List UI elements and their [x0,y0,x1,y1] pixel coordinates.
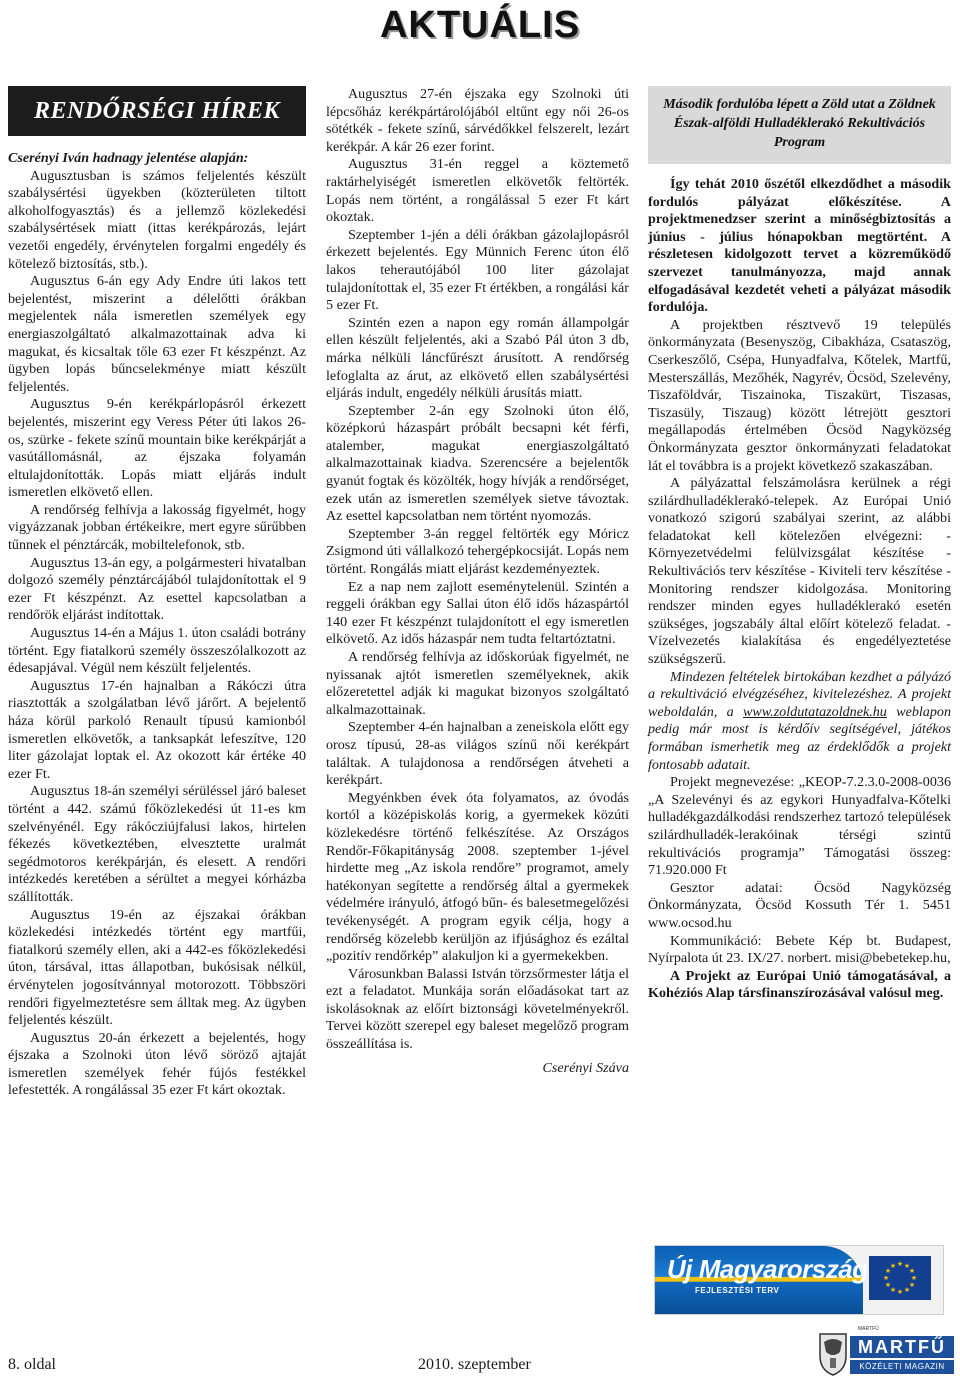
logo-top-text: MARTFŰ [858,1326,879,1332]
eu-flag-icon [869,1256,931,1300]
news-paragraph: Ez a nap nem zajlott eseménytelenül. Szintén a reggeli órákban egy Sallai úton élő idős házaspártól 140 ezer Ft készpénzt tulajdonított el egy ismeretlen elkövető. Az idős házaspár nem tudta feltartóztatni. [326,578,629,648]
project-title-box: Második fordulóba lépett a Zöld utat a Zöldnek Észak-alföldi Hulladéklerakó Rekultivációs Program [648,86,951,164]
coat-of-arms-icon [818,1330,848,1376]
news-paragraph: Augusztus 14-én a Május 1. úton családi botrány történt. Egy fiatalkorú személy összeszólalkozott az édesapjával. Végül nem készült feljelentés. [8,625,306,677]
contact-coordinator: Gesztor adatai: Öcsöd Nagyközség Önkormányzata, Öcsöd Kossuth Tér 1. 5451 www.ocsod.hu [648,879,951,931]
column-police-news [8,150,306,1100]
svg-text:★: ★ [884,1267,892,1275]
magazine-logo [818,1326,954,1384]
news-paragraph: Augusztus 17-én hajnalban a Rákóczi útra riasztották a szolgálatban lévő járőrt. A bejelentő háza körül parkoló Renault típusú kamionból ismeretlen elkövetők, a tanksapkát lefeszítve, 120 liter gázolajat loptak el. Az okozott kár értéke 40 ezer Ft. [8,677,306,782]
page-number: 8. oldal [8,1356,56,1373]
website-outro: weblapon pedig már most is kérdőív segítségével, játékos formában ismerhetik meg az érdeklődők a projekt fontosabb adatait. [648,703,951,773]
svg-text:★: ★ [884,1281,892,1289]
project-paragraph: A projektben résztvevő 19 település önkormányzata (Besenyszög, Cibakháza, Csataszög, Cserkeszőlő, Csépa, Hunyadfalva, Kőtelek, Martfű, Mesterszállás, Mezőhék, Nagyrév, Öcsöd, Szelevény, Tiszaföldvár, Tiszainoka, Tiszakürt, Tiszasas, Tiszasüly, Tiszaug) között létrejött gesztori megállapodás értelmében Öcsöd Nagyközség Önkormányzata gesztor önkormányzati feladatokat lát el továbbra is a projekt következő szakaszában. [648,316,951,474]
logo-subtitle: KÖZÉLETI MAGAZIN [850,1360,954,1374]
news-paragraph: Szintén ezen a napon egy román állampolgár ellen készült feljelentés, aki a Szabó Pál úton 3 db, márka nélküli láncfűrészt árusított. A rendőrség lefoglalta az árut, az elkövető ellen szabálysértési eljárás indult, engedély nélküli árusítás miatt. [326,314,629,402]
section-banner-police-news: RENDŐRSÉGI HÍREK [8,86,306,136]
svg-text:★: ★ [908,1267,916,1275]
column-project-article [648,176,951,1003]
eu-funding-note: A Projekt az Európai Unió támogatásával, a Kohéziós Alap társfinanszírozásával valósul meg. [648,967,951,1002]
news-paragraph: Szeptember 2-án egy Szolnoki úton élő, középkorú házaspárt próbált becsapni két férfi, atalember, magukat energiaszolgáltató alkalmazottainak kiadva. Szerencsére a bejelentők gyanút fogtak és közölték, hogy hívják a rendőrséget, ezek után az ismeretlen személyek sietve távoztak. Az esettel kapcsolatban nem történt nyomozás. [326,402,629,525]
news-paragraph: Augusztus 19-én az éjszakai órákban közlekedési intézkedés történt egy martfűi, fiatalkorú személy ellen, aki a 442-es főközlekedési úton, társával, ittas állapotban, bukósisak nélkül, érvénytelen jogosítvánnyal motorozott. Többszöri rendőri figyelmeztetésre sem álltak meg. Az ügyben feljelentés készült. [8,906,306,1029]
news-paragraph: Augusztus 27-én éjszaka egy Szolnoki úti lépcsőház kerékpártárolójából eltűnt egy női 26-os sötétkék - fekete színű, sárvédőkkel felszerelt, lezárt kerékpár. A kár 26 ezer forint. [326,86,629,155]
news-paragraph: Augusztus 31-én reggel a köztemető raktárhelyiségét ismeretlen elkövetők feltörték. Lopás nem történt, a rongálással 5 ezer Ft kárt okoztak. [326,156,629,226]
svg-text:★: ★ [896,1260,904,1268]
svg-text:★: ★ [903,1262,911,1270]
project-website-link[interactable]: www.zoldutatazoldnek.hu [743,703,887,720]
svg-text:★: ★ [903,1286,911,1294]
issue-date: 2010. szeptember [418,1356,531,1373]
news-paragraph: A rendőrség felhívja az időskorúak figyelmét, ne nyissanak ajtót ismeretlen személyeknek, akik előzeretettel adják ki magukat bizonyos szolgáltató alkalmazottainak. [326,649,629,718]
svg-text:★: ★ [910,1274,918,1282]
project-lead: Így tehát 2010 őszétől elkezdődhet a második fordulós pályázat előkészítése. A projektmenedzser szerint a minőségbiztosítás a június - július hónapokban megtörtént. A részletesen kidolgozott tervet a közreműködő szervezet tanulmányozza, majd annak elfogadásával kezdetét veheti a pályázat második fordulója. [648,176,951,316]
news-paragraph: Augusztus 9-én kerékpárlopásról érkezett bejelentés, miszerint egy Veress Péter úti lakos 26-os, szürke - fekete színű mountain bike kerékpárját a vasútállomásnál, az éjszaka folyamán eltulajdonították. Lopás miatt eljárás indult ismeretlen elkövető ellen. [8,396,306,501]
news-paragraph: Augusztusban is számos feljelentés készült szabálysértési ügyekben (közterületen tiltott alkoholfogyasztás) és a jellemző közlekedési szabálysértések miatt (ittas kerékpározás, lejárt vezetői engedély, érvénytelen forgalmi engedély és kötelező biztosítás, stb.). [8,167,306,272]
new-hungary-plan-banner [654,1245,944,1315]
banner-subtitle: FEJLESZTÉSI TERV [695,1286,780,1295]
svg-text:★: ★ [896,1288,904,1296]
banner-brand-text: Új Magyarország [667,1254,868,1284]
project-paragraph: A pályázattal felszámolásra kerülnek a régi szilárdhulladéklerakó-telepek. Az Európai Unió vonatkozó szigorú szabályai szerint, az alábbi feladatokat kell kötelezően elvégezni: - Környezetvédelmi felülvizsgálat készítése - Rekultivációs terv készítése - Kiviteli terv készítése - Monitoring rendszer kidolgozása. Monitoring rendszer minden egyes hulladéklerakó esetén szükséges, jogszabály által előírt kötelező feladat. - Vízelvezetés kialakítása és engedélyeztetése szükségszerű. [648,475,951,668]
report-heading: Cserényi Iván hadnagy jelentése alapján: [8,150,249,166]
column-police-news-continued [326,86,629,1077]
logo-name: MARTFŰ [850,1336,954,1358]
news-paragraph: Augusztus 20-án érkezett a bejelentés, hogy éjszaka a Szolnoki úton lévő söröző ajtaját ismeretlen személyek fehér fújós festékkel lefestették. A rongálással 35 ezer Ft kárt okoztak. [8,1029,306,1099]
svg-text:★: ★ [889,1262,897,1270]
svg-text:★: ★ [882,1274,890,1282]
news-paragraph: Megyénkben évek óta folyamatos, az óvodás kortól a középiskolás korig, a gyermekek közúti közlekedésre történő felkészítése. Az Országos Rendőr-Főkapitányság 2008. szeptember 1-jével hirdette meg „Az iskola rendőre” programot, amely hatékonyan segítette a rendőrség által a gyermekek védelmére irányuló, átfogó bűn- és balesetmegelőzési tevékenységét. A program egyik célja, hogy a rendőrség közelebb kerüljön az ifjúsághoz és ezáltal „pozitív rendőrkép” alakuljon ki a gyermekekben. [326,789,629,965]
svg-text:★: ★ [889,1286,897,1294]
contact-communication: Kommunikáció: Bebete Kép bt. Budapest, Nyírpalota út 23. IX/27. norbert. misi@bebetekep.hu, [648,932,951,967]
author-signature: Cserényi Száva [542,1059,629,1076]
news-paragraph: A rendőrség felhívja a lakosság figyelmét, hogy vigyázzanak jobban értékeikre, mert egyre sűrűbben tűnnek el pénztárcák, mobiltelefonok, stb. [8,501,306,554]
news-paragraph: Szeptember 4-én hajnalban a zeneiskola előtt egy orosz típusú, 28-as világos színű női kerékpárt találtak. A tulajdonosa a rendőrségen átveheti a kerékpárt. [326,719,629,789]
news-paragraph: Augusztus 6-án egy Ady Endre úti lakos tett bejelentést, miszerint a délelőtti órákban megjelentek nála ismeretlen személyek egy energiaszolgáltató alkalmazottainak adva ki magukat, és kicsaltak tőle 63 ezer Ft készpénzt. Az ügyben lopás bűncselekménye miatt készült feljelentés. [8,273,306,395]
project-identifier: Projekt megnevezése: „KEOP-7.2.3.0-2008-0036 „A Szelevényi és az egykori Hunyadfalva-Kőtelki hulladékgazdálkodási rendszerhez tartozó települések szilárdhulladék-lerakóinak térségi szintű rekultivációs programja” Támogatási összeg: 71.920.000 Ft [648,774,951,879]
news-paragraph: Szeptember 1-jén a déli órákban gázolajlopásról érkezett bejelentés. Egy Münnich Ferenc úton élő lakos teherautójából 100 liter gázolajat tulajdonítottak el, 35 ezer Ft értékben, a rongálási kár 5 ezer Ft. [326,226,629,314]
website-intro: Mindezen feltételek birtokában kezdhet a pályázó a rekultiváció elvégzéséhez, kivitelezéshez. A projekt weboldalán, a [648,668,951,720]
news-paragraph: Szeptember 3-án reggel feltörték egy Móricz Zsigmond úti vállalkozó tehergépkocsiját. Lopás nem történt. Rongálás miatt eljárást kezdeményeztek. [326,525,629,578]
page-title: AKTUÁLIS [379,4,581,46]
news-paragraph: Városunkban Balassi István törzsőrmester látja el ezt a feladatot. Munkája során előadásokat tart az iskolásoknak az előírt biztonsági követelményekről. Tervei között szerepel egy baleset megelőző program összeállítása is. [326,965,629,1053]
svg-text:★: ★ [908,1281,916,1289]
news-paragraph: Augusztus 18-án személyi sérüléssel járó baleset történt a 442. számú főközlekedési út 11-es km szelvényénél. Egy rákócziújfalusi lakos, hirtelen fékezés következtében, elvesztette uralmát segédmotoros kerékpárján, és elesett. A rendőri intézkedés keretében a sérültet a megyei kórházba szállították. [8,783,306,905]
news-paragraph: Augusztus 13-án egy, a polgármesteri hivatalban dolgozó személy pénztárcájából tulajdonítottak el 9 ezer Ft készpénzt. Az esettel kapcsolatban a rendőrök eljárást indítottak. [8,554,306,624]
project-website-paragraph [648,669,951,775]
